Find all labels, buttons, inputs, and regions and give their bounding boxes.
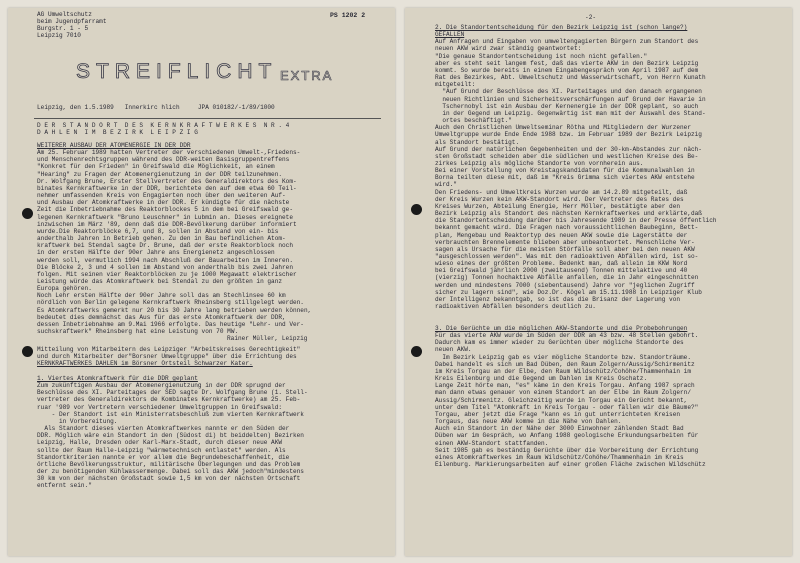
body-line: Lange Zeit hörte man, "es" käme in den Kreis Torgau. Anfang 1987 sprach [435, 382, 695, 390]
body-line: sicher zu lagern sind", wie Doz.Dr. Kögel am 15.11.1988 in Leipziger Klub [435, 288, 702, 296]
sender-address [37, 11, 395, 40]
body-line: in Vorbereitung. [37, 417, 118, 425]
series-title-line: D E R S T A N D O R T D E S K E R N K R A F T W E R K E S N R . 4 [37, 122, 290, 129]
body-line: vertreter des Generaldirektors de Kombinates Kernkraftwerke) am 25. Feb- [37, 396, 301, 404]
section-heading: 2. Die Standortentscheidung für den Bezirk Leipzig ist (schon lange?) [435, 24, 688, 31]
body-line: folgen. Mit seinen vier Reaktorblöcken zu je 1000 Megawatt elektrischer [37, 270, 297, 278]
notice-line: und durch Mitarbeiter der"Borsner Umweltgruppe" über die Errichtung des [37, 353, 297, 361]
body-line: nehmer umfassenden Kreis von Engagierten noch über den weiteren Auf- [37, 192, 286, 200]
body-line: Seit 1985 gab es beständig Gerüchte über die Vorbereitung der Errichtung [435, 446, 699, 454]
body-line: örtliche Bevölkerungsstruktur, militärische Überlegungen und das Problem [37, 460, 301, 468]
body-line: bei Greifswald jährlich 2000 (zweitausend) Tonnen mittelaktive und 40 [435, 267, 688, 275]
body-line: entfernt sein." [37, 482, 92, 490]
masthead-extra: EXTRA [280, 68, 334, 83]
body-line: Noch Lehr ersten Hälfte der 90er Jahre soll das am Stechlinsee 60 km [37, 292, 286, 300]
body-line: radioaktiven Abfällen besonders deutlich zu. [435, 303, 596, 311]
body-line: und Menschenrechtsgruppen während des DDR-weiten Basisgruppentreffens [37, 156, 290, 164]
body-line: Zum zukünftigen Ausbau der Atomenergienutzung in der DDR sprugnd der [37, 382, 286, 390]
body-line: Bezirk Leipzig als Standort des nächsten Kernkraftwerkes und erklärte,daß [435, 210, 702, 218]
signature: Rainer Müller, Leipzig [227, 335, 308, 343]
document-page-right [405, 8, 792, 556]
body-line: einen AKW-Standort stattfanden. [435, 439, 549, 447]
body-line: - Der Standort ist ein Ministerratsbeschluß zum vierten Kernkraftwerk [37, 410, 304, 418]
dateline-text: Leipzig, den 1.5.1989 Innerkirc hlich JPA 010182/-1/89/1000 [37, 104, 275, 111]
body-line: werden und mindestens 7000 (siebentausend) Jahre vor "jeglichen Zugriff [435, 281, 695, 289]
body-line: zirkes Leipzig als mögliche Standorte von vornherein aus. [435, 159, 644, 167]
body-line: bekannt gemacht wird. Die Fragen nach voraussichtlichen Baubeginn, Bett- [435, 224, 699, 232]
body-line: Die Blöcke 2, 3 und 4 sollen im Abstand von anderthalb bis zwei Jahren [37, 263, 293, 271]
body-line: Torgaus, das neue AKW komme in die Nähe von Dahlen. [435, 418, 622, 426]
body-line: Umweltgruppe wurde Ende Ende 1988 bzw. im Februar 1989 der Bezirk Leipzig [435, 131, 702, 139]
body-line: legenen Kernkraftwerk "Bruno Leuschner" in Lubmin an. Dieses ereignete [37, 213, 293, 221]
body-line: kommt. So wurde bereits in einem Eingabengespräch vom April 1987 auf dem [435, 66, 699, 74]
sender-line: beim Jugendpfarramt [37, 18, 107, 26]
body-line: "Hearing" zu Fragen der Atomenergienutzung in der DDR teilzunehmen. [37, 170, 283, 178]
body-line: man dann etwas genauer von einem Standort an der Elbe im Raum Zolgern/ [435, 389, 691, 397]
body-line: ruar '989 vor Vertretern verschiedener Umweltgruppen in Greifswald: [37, 403, 283, 411]
body-line: dessen Inbetriebnahme am 9.Mai 1966 erfolgte. Das heutige "Lehr- und Ver- [37, 320, 304, 328]
body-line: neuen AKW. [435, 346, 472, 354]
section-standortentscheidung [435, 24, 792, 310]
body-line: Aussig/Schirmenitz. Gleichzeitig wurde in Torgau ein Gerücht bekannt, [435, 396, 688, 404]
punch-hole-top [411, 204, 422, 215]
series-title [37, 122, 395, 136]
body-line: Tschernobyl ist ein Ausbau der Kernenergie in der DDR geplant, so auch [435, 102, 699, 110]
divider [34, 118, 381, 119]
body-line: Düben war im Gespräch, wo Anfang 1988 geologische Erkundungsarbeiten für [435, 432, 699, 440]
section-geruechte [435, 325, 792, 468]
body-line: nördlich von Berlin gelegene Kernkraftwerk Rheinsberg stillgelegt werden. [37, 299, 304, 307]
body-line: Eilenburg. Markierungsarbeiten auf einer großen Fläche zwischen Wildschütz [435, 460, 706, 468]
body-line: sagen als Ursache für die meisten Störfälle soll aber bei den neuen AKW [435, 245, 695, 253]
body-line: der zu benötigenden Kühlwassermenge. Dabei soll das AKW jedoch"mindestens [37, 468, 304, 476]
body-line: "Auf Grund der Beschlüsse des XI. Parteitages und den danach ergangenen [435, 88, 702, 96]
body-line: mitgeteilt: [435, 81, 476, 89]
sender-line: Leipzig 7010 [37, 32, 81, 40]
body-line: und Ausbau der Atomkraftwerke in der DDR. Er kündigte für die nächste [37, 199, 290, 207]
section-heading-cont: GEFALLEN [435, 31, 465, 39]
body-line: wird." [435, 181, 457, 189]
body-line: (vierzig) Tonnen hochaktive Abfälle anfallen, die in Jahr eingeschnitten [435, 274, 699, 282]
body-line: Kreises Wurzen, Abteilung Energie, Herr Möller, bestätigte aber den [435, 202, 681, 210]
body-line: Kreis Eilenburg und die Gegend um Dahlen im Kreis Oschatz. [435, 375, 648, 383]
body-line: als Standort bestätigt. [435, 138, 520, 146]
section-viertes-akw [37, 375, 395, 490]
body-line: Für das vierte AKW wurde im Süden der DDR am 43 bzw. 48 Stellen gebohrt. [435, 332, 699, 340]
section-atomenergie [37, 142, 395, 342]
body-line: "Die genaue Standortentscheidung ist noch nicht gefallen." [435, 52, 648, 60]
dateline [37, 104, 395, 111]
body-line: Beschlüsse des XI. Parteitages der SED sagte Dr. Wolfgang Brune (1. Stell- [37, 389, 308, 397]
body-line: anderthalb Jahren in Betrieb gehen. Zu den in Bau befindlichen Atom- [37, 235, 286, 243]
notice-line: Mitteilung von Mitarbeitern des Leipziger "Arbeitskreises Gerechtigkeit" [37, 346, 301, 353]
body-line: Es Atomkraftwerks gemerkt nur 20 bis 30 Jahre lang betrieben werden können, [37, 306, 312, 314]
body-line: plan, Mengebau und Reaktortyp des neuen AKW sowie die Lagerstätte der [435, 231, 688, 239]
body-line: kraftwerk bei Stendal sagte Dr. Brune, daß der erste Reaktorblock noch [37, 242, 293, 250]
section-heading: 1. Viertes Atomkraftwerk für die DDR geplant [37, 375, 198, 382]
page-number: -2- [585, 14, 597, 21]
sender-line: Burgstr. 1 - 5 [37, 25, 89, 33]
body-line: binates Kernkraftwerke in der DDR, berichtete den auf dem etwa 60 Teil- [37, 184, 297, 192]
sheet-number: PS 1202 2 [330, 12, 366, 19]
body-line: Den Friedens- und Umweltkreis Wurzen wurde am 14.2.89 mitgeteilt, daß [435, 188, 688, 196]
body-line: Als Standort dieses vierten Atomkraftwerkes nannte er den Süden der [37, 425, 290, 433]
punch-hole-bottom [411, 346, 422, 357]
body-line: Dr. Wolfgang Brune, Erster Stellvertreter des Generaldirektors des Kom- [37, 177, 297, 185]
body-line: wieso eines der größten Probleme. Bedenkt man, daß allein im KKW Nord [435, 260, 688, 268]
body-line: Dabei handelt es sich um Bad Düben, den Raum Zolgern/Aussig/Schirmenitz [435, 360, 695, 368]
body-line: die Standortentscheidung darüber bis Jahresende 1989 in der Presse öffentlich [435, 217, 717, 225]
body-line: der Kreis Wurzen kein AKW-Standort wird. Der Vertreter des Rates des [435, 195, 684, 203]
body-line: inzwischen im März '89, denn daß die DDR-Bevölkerung darüber informiert [37, 220, 297, 228]
section-heading: WEITERER AUSBAU DER ATOMENERGIE IN DER DDR [37, 142, 191, 149]
body-line: Am 25. Februar 1989 hatten Vertreter der verschiedenen Umwelt-,Friedens- [37, 149, 301, 157]
body-line: Europa gehören. [37, 285, 92, 293]
notice [37, 346, 395, 367]
body-line: 30 km von der nächsten Großstadt sowie 1,5 km von der nächsten Ortschaft [37, 475, 301, 483]
body-line: unter dem Titel "Atomkraft in Kreis Torgau - oder fällen wir die Bäume?" [435, 403, 699, 411]
body-line: Borna teilten diese mit, daß im "Kreis Grimma sich viertes AKW entstehe [435, 174, 695, 182]
body-line: eines Atomkraftwerkes im Raum Wildschütz/Cohöhe/Thammenhain im Kreis [435, 453, 684, 461]
body-line: Torgau, aber jetzt die Frage "kann es in gut unterrichteten Kreisen [435, 410, 681, 418]
body-line: in der Gegend um Leipzig. Gegenwärtig ist man mit der Auswahl des Stand- [435, 109, 706, 117]
body-line: Im Bezirk Leipzig gab es vier mögliche Standorte bzw. Standorträume. [435, 353, 691, 361]
masthead-title: STREIFLICHT [76, 60, 278, 83]
series-title-line: D A H L E N I M B E Z I R K L E I P Z I G [37, 129, 198, 137]
body-line: Leipzig, Halle, Dresden oder Karl-Marx-Stadt, durch dieser neue AKW [37, 439, 283, 447]
body-line: ortes beschäftigt." [435, 117, 512, 125]
body-line: im Kreis Torgau an der Elbe, den Raum Wildschütz/Cohöhe/Thammenhain im [435, 367, 691, 375]
body-line: sollte der Raum Halle-Leipzig "wärmetechnisch entlastet" werden. Als [37, 446, 286, 454]
document-page-left [8, 8, 395, 556]
punch-hole-top [22, 208, 33, 219]
body-line: "ausgeschlossen werden". Was mit den radioaktiven Abfällen wird, ist so- [435, 253, 699, 260]
section-heading: 3. Die Gerüchte um die möglichen AKW-Standorte und die Probebohrungen [435, 325, 688, 332]
body-line: Bei einer Vorstellung von Kreistagskandidaten für die Kommunalwahlen in [435, 167, 695, 175]
body-line: DDR. Möglich wäre ein Standort in den (Südost di) bt beiddelten) Bezirken [37, 432, 304, 440]
body-line: werden soll, vermutlich 1994 nach Abschluß der Bauarbeiten im Inneren. [37, 256, 293, 264]
body-line: Standortkriterien nannte er vor allem die Begrundebeschaffenheit, die [37, 453, 290, 461]
body-line: Auf Anfragen und Eingaben von umweltengagierten Bürgern zum Standort des [435, 38, 699, 46]
body-line: sten Großstadt scheiden aber die südlichen und westlichen Kreise des Be- [435, 152, 699, 160]
body-line: suchskraftwerk" Rheinsberg hat eine Leistung von 70 MW. [37, 328, 239, 336]
body-line: verbrauchten Brennelemente blieben aber unbeantwortet. Menschliche Ver- [435, 238, 695, 246]
body-line: Auch ein Standort in der Nähe der 3000 Einwohner zählenden Stadt Bad [435, 425, 684, 433]
notice-line: KERNKRAFTWERKES DAHLEN im Börsner Ortsteil Schwarzer Kater. [37, 360, 253, 368]
body-line: Zeit die Inbetriebnahme des Reaktorblockes 5 in dem bei Greifswald ge- [37, 206, 293, 214]
body-line: Leistung würde das Atomkraftwerk bei Stendal zu den größten in ganz [37, 277, 283, 285]
body-line: neuen Richtlinien und Sicherheitsverschärfungen auf Grund der Havarie in [435, 95, 706, 103]
body-line: wurde.Die Reaktorblöcke 6,7, und 8, sollen in Abstand von ein- bis [37, 227, 279, 235]
sender-line: AG Umweltschutz [37, 11, 92, 18]
body-line: der Intelligenz bekanntgab, so ist das die Brisanz der Lagerung von [435, 295, 681, 303]
body-line: Rat des Bezirkes, Abt. Umweltschutz und Wasserwirtschaft, von Herrn Kunath [435, 74, 706, 82]
body-line: Auf Grund der natürlichen Gegebenheiten und der 30-km-Abstandes zur näch- [435, 145, 702, 153]
body-line: "Konkret für den Frieden" in Greifswald die Möglichkeit, an einem [37, 163, 275, 171]
body-line: neuen AKW wird zwar ständig geantwortet: [435, 45, 582, 53]
body-line: in der ersten Hälfte der 90er Jahre ans Energienetz angeschlossen [37, 249, 275, 257]
body-line: Dadurch kam es immer wieder zu Gerüchten über mögliche Standorte des [435, 339, 684, 347]
punch-hole-bottom [22, 346, 33, 357]
body-line: bedeutet dies demnächst das Aus für das erste Atomkraftwerk der DDR, [37, 313, 286, 321]
body-line: Auch den Christlichen Umweltseminar Rötha und Mitgliedern der Wurzener [435, 124, 691, 132]
body-line: aber es steht seit langem fest, daß das vierte AKW in den Bezirk Leipzig [435, 59, 699, 67]
